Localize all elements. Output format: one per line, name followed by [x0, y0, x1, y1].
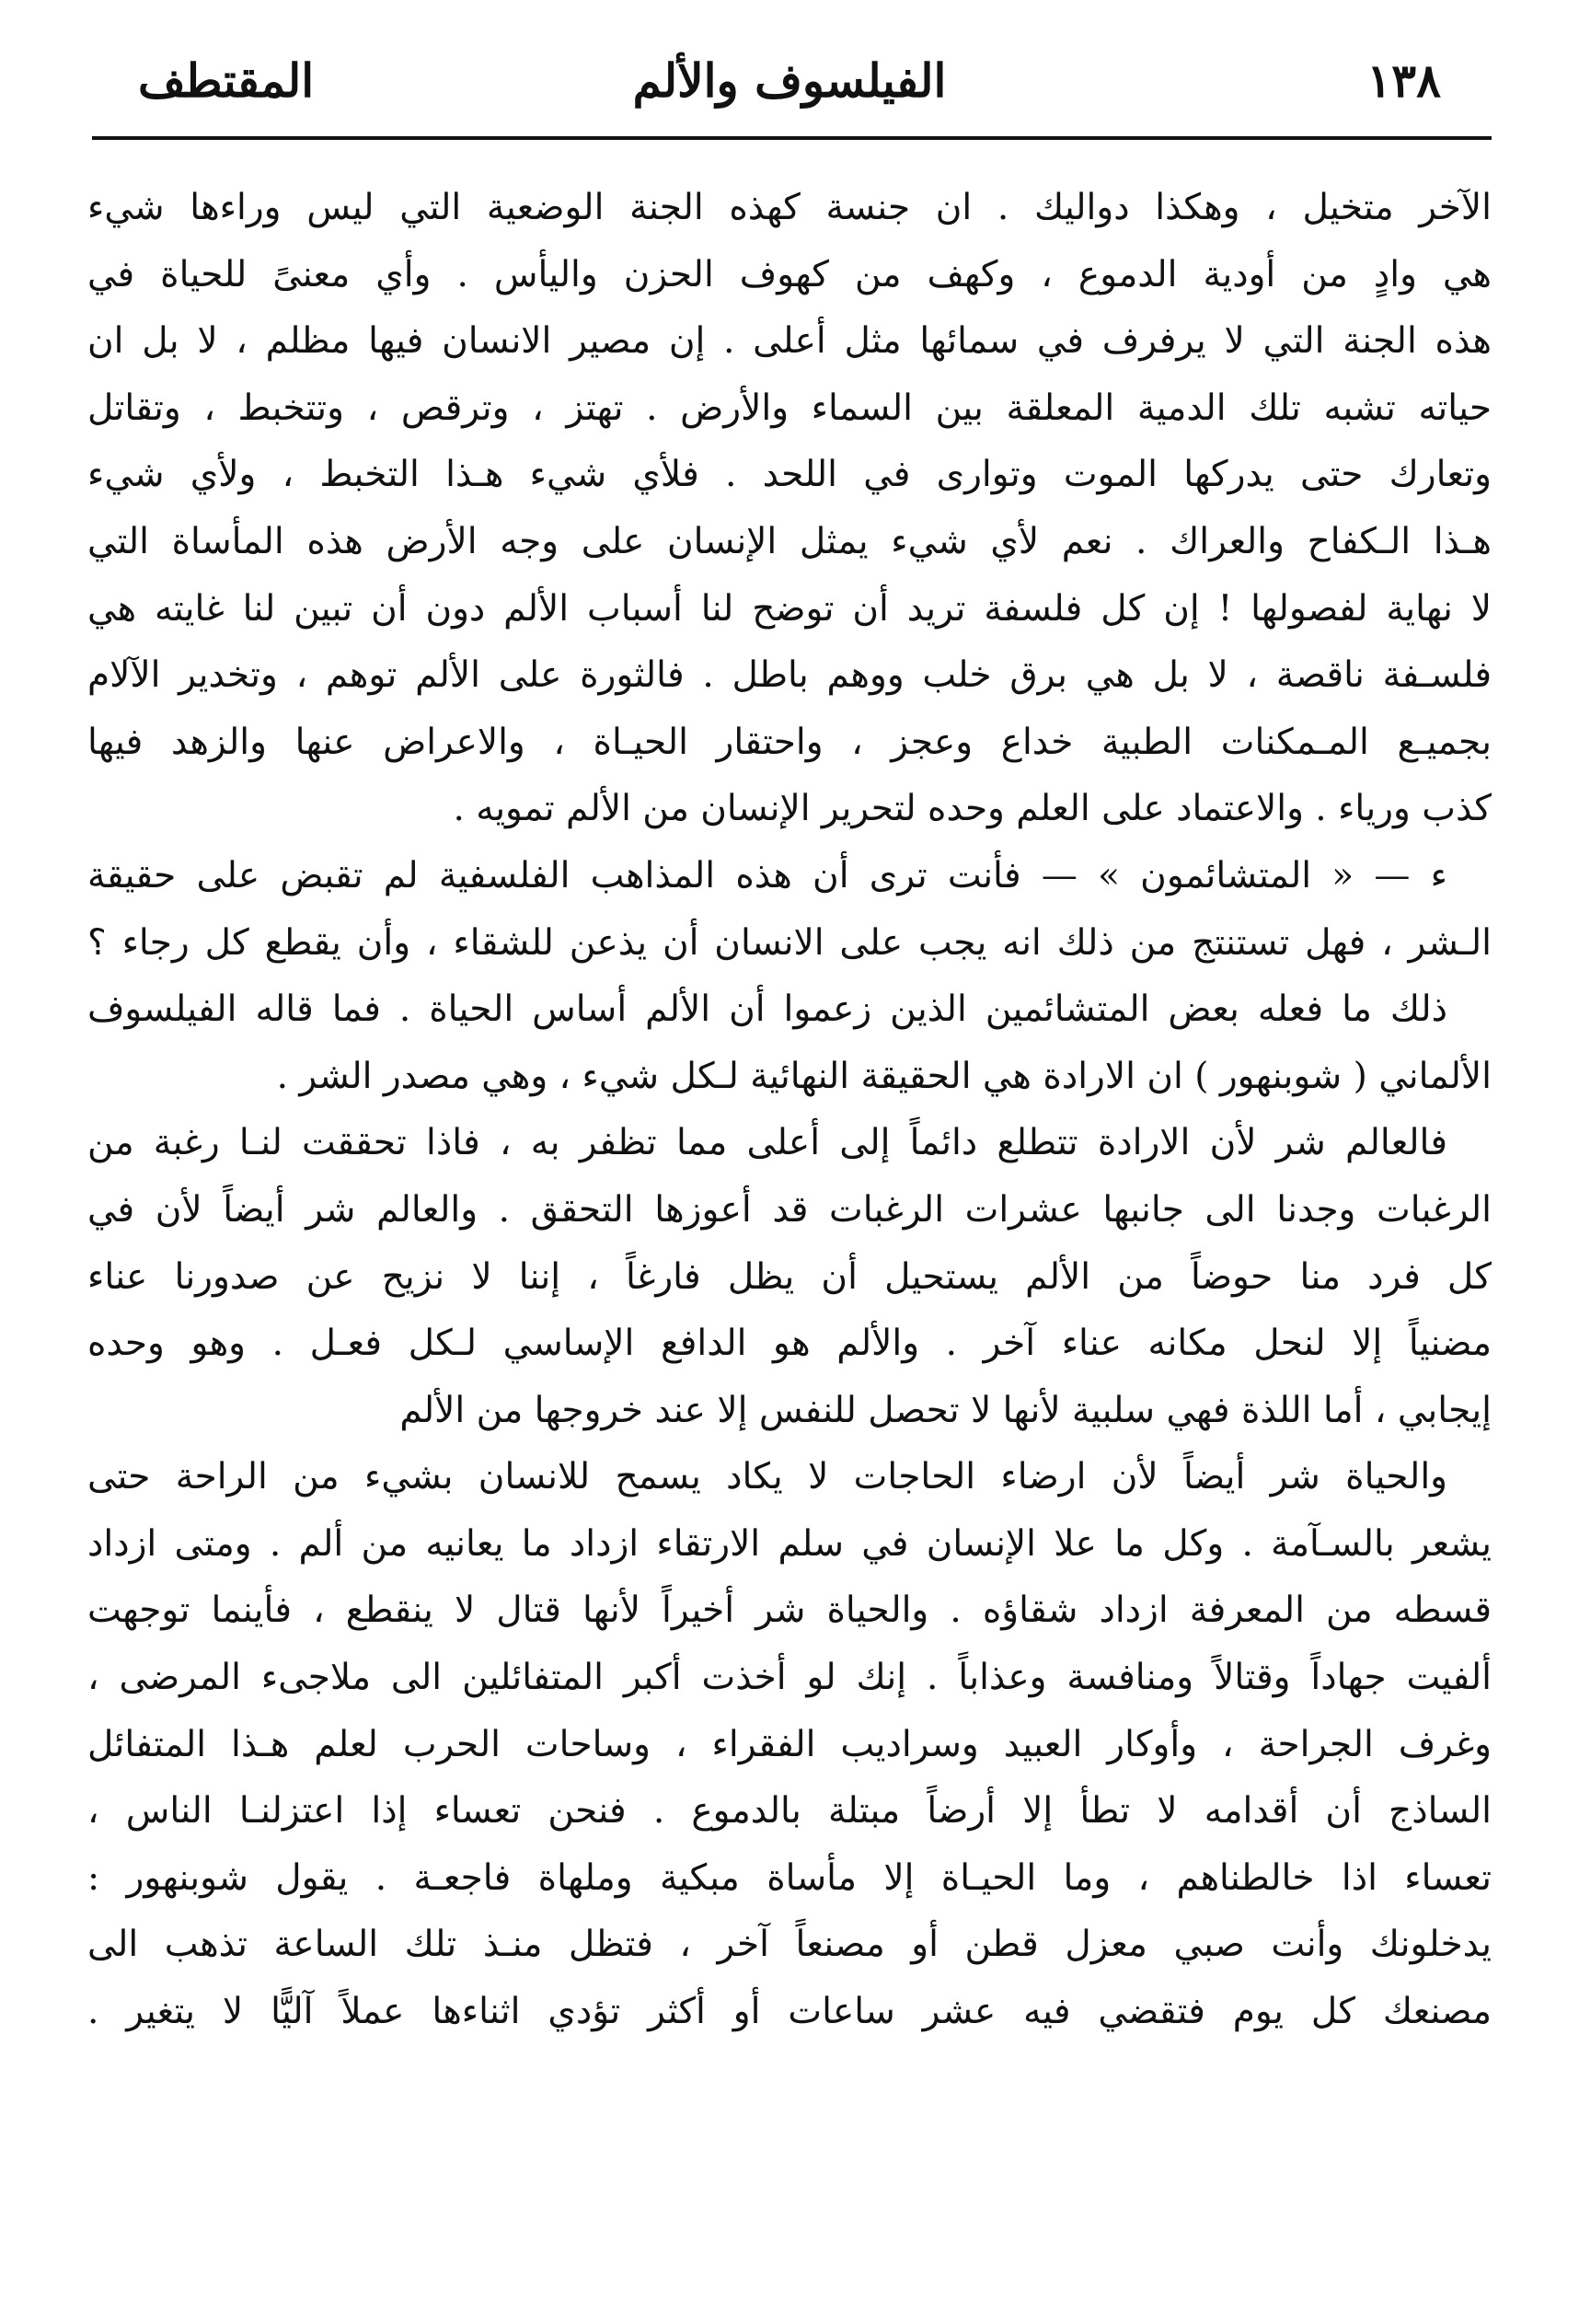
- text-line: فالعالم شر لأن الارادة تتطلع دائماً إلى أعلى مما تظفر به ، فاذا تحققت لنـا رغبة من: [87, 1122, 1447, 1164]
- header-divider: [92, 136, 1492, 140]
- text-line: لا نهاية لفصولها ! إن كل فلسفة تريد أن توضح لنا أسباب الألم دون أن تبين لنا غايته هي: [87, 587, 1492, 630]
- text-line: هذه الجنة التي لا يرفرف في سمائها مثل أعلى . إن مصير الانسان فيها مظلم ، لا بل ان: [87, 320, 1492, 363]
- text-line: مضنياً إلا لنحل مكانه عناء آخر . والألم هو الدافع الإساسي لـكل فعـل . وهو وحده: [87, 1323, 1492, 1365]
- page-title: الفيلسوف والألم: [632, 53, 947, 108]
- text-line: تعساء اذا خالطناهم ، وما الحيـاة إلا مأساة مبكية وملهاة فاجعـة . يقول شوبنهور :: [87, 1856, 1492, 1899]
- text-line: الألماني ( شوبنهور ) ان الارادة هي الحقيقة النهائية لـكل شيء ، وهي مصدر الشر .: [276, 1055, 1492, 1097]
- text-line: الرغبات وجدنا الى جانبها عشرات الرغبات قد أعوزها التحقق . والعالم شر أيضاً لأن في: [87, 1188, 1492, 1231]
- article-body: [87, 175, 1492, 2046]
- text-line: حياته تشبه تلك الدمية المعلقة بين السماء والأرض . تهتز ، وترقص ، وتتخبط ، وتقاتل: [87, 387, 1492, 429]
- text-line: فلسـفة ناقصة ، لا بل هي برق خلب ووهم باطل . فالثورة على الألم توهم ، وتخدير الآلام: [87, 654, 1492, 697]
- text-line: الـشر ، فهل تستنتج من ذلك انه يجب على الانسان أن يذعن للشقاء ، وأن يقطع كل رجاء ؟: [87, 921, 1492, 964]
- running-header: [87, 53, 1492, 118]
- text-line: ء — « المتشائمون » — فأنت ترى أن هذه المذاهب الفلسفية لم تقبض على حقيقة: [87, 854, 1447, 896]
- text-line: يشعر بالسـآمة . وكل ما علا الإنسان في سلم الارتقاء ازداد ما يعانيه من ألم . ومتى ازداد: [87, 1522, 1492, 1565]
- text-line: ألفيت جهاداً وقتالاً ومنافسة وعذاباً . إنك لو أخذت أكبر المتفائلين الى ملاجىء المرضى ،: [87, 1657, 1492, 1699]
- text-line: الساذج أن أقدامه لا تطأ إلا أرضاً مبتلة بالدموع . فنحن تعساء إذا اعتزلنـا الناس ،: [87, 1790, 1492, 1833]
- page-number: ١٣٨: [1366, 53, 1441, 108]
- text-line: الآخر متخيل ، وهكذا دواليك . ان جنسة كهذه الجنة الوضعية التي ليس وراءها شيء: [87, 187, 1492, 228]
- text-line: هي وادٍ من أودية الدموع ، وكهف من كهوف الحزن واليأس . وأي معنىً للحياة في: [87, 253, 1492, 295]
- text-line: وتعارك حتى يدركها الموت وتوارى في اللحد . فلأي شيء هـذا التخبط ، ولأي شيء: [87, 454, 1492, 496]
- text-line: مصنعك كل يوم فتقضي فيه عشر ساعات أو أكثر تؤدي اثناءها عملاً آليًّا لا يتغير .: [87, 1991, 1492, 2033]
- text-line: ذلك ما فعله بعض المتشائمين الذين زعموا أن الألم أساس الحياة . فما قاله الفيلسوف: [87, 989, 1447, 1031]
- text-line: إيجابي ، أما اللذة فهي سلبية لأنها لا تحصل للنفس إلا عند خروجها من الألم: [399, 1389, 1492, 1431]
- text-line: هـذا الـكفاح والعراك . نعم لأي شيء يمثل الإنسان على وجه الأرض هذه المأساة التي: [87, 520, 1492, 562]
- text-line: كذب ورياء . والاعتماد على العلم وحده لتحرير الإنسان من الألم تمويه .: [453, 788, 1492, 830]
- text-line: يدخلونك وأنت صبي معزل قطن أو مصنعاً آخر ، فتظل منـذ تلك الساعة تذهب الى: [87, 1924, 1492, 1966]
- journal-name: المقتطف: [138, 53, 315, 108]
- text-line: بجميـع المـمكنات الطبية خداع وعجز ، واحتقار الحيـاة ، والاعراض عنها والزهد فيها: [87, 721, 1492, 763]
- text-line: كل فرد منا حوضاً من الألم يستحيل أن يظل فارغاً ، إننا لا نزيح عن صدورنا عناء: [87, 1255, 1492, 1298]
- text-line: والحياة شر أيضاً لأن ارضاء الحاجات لا يكاد يسمح للانسان بشيء من الراحة حتى: [87, 1456, 1447, 1498]
- text-line: قسطه من المعرفة ازداد شقاؤه . والحياة شر أخيراً لأنها قتال لا ينقطع ، فأينما توجهت: [87, 1590, 1492, 1632]
- text-line: وغرف الجراحة ، وأوكار العبيد وسراديب الفقراء ، وساحات الحرب لعلم هـذا المتفائل: [87, 1723, 1492, 1765]
